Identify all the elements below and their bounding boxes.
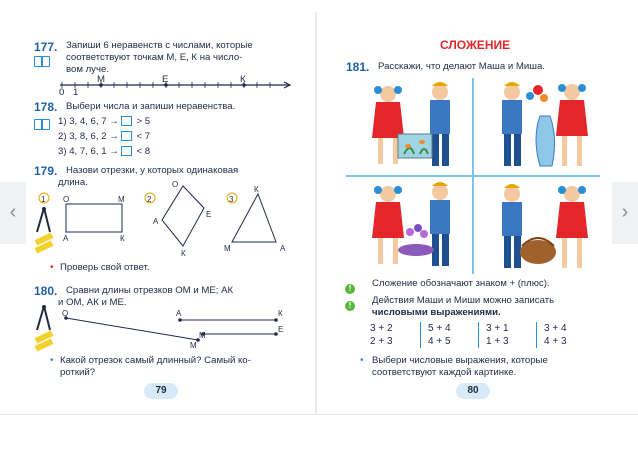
triangle-label-m: М — [224, 244, 231, 253]
ray-label-m: М — [97, 74, 105, 85]
rect-label-a: А — [63, 234, 69, 243]
previous-page-button[interactable] — [0, 182, 26, 244]
exercise-178-row-1 — [58, 116, 150, 128]
numeric-expressions — [366, 322, 596, 350]
blue-bullet: • — [360, 355, 364, 366]
expression: 4 + 5 — [428, 336, 451, 347]
picture-divider-vertical — [472, 78, 474, 274]
addition-note: Сложение обозначают знаком + (плюс). — [372, 278, 550, 289]
exercise-180-question2: роткий? — [60, 367, 96, 378]
answer-box[interactable] — [121, 116, 132, 126]
illustration-flowers-bouquet — [366, 180, 466, 272]
exercise-178-row-3 — [58, 146, 150, 158]
check-answer-text: Проверь свой ответ. — [60, 262, 150, 273]
rhombus-label-e: Е — [206, 210, 212, 219]
ray-tick-0: 0 — [59, 87, 65, 98]
page-divider — [315, 12, 317, 414]
ray-label-k: К — [240, 74, 246, 85]
segment-label-o: О — [62, 309, 69, 318]
separator — [420, 322, 421, 348]
illustration-fish-aquarium — [366, 80, 466, 172]
expression: 4 + 3 — [544, 336, 567, 347]
expression: 2 + 3 — [370, 336, 393, 347]
rhombus-label-k: К — [181, 249, 186, 258]
exercise-177-line1: Запиши 6 неравенств с числами, которые — [66, 40, 253, 51]
next-page-button[interactable] — [612, 182, 638, 244]
exercise-180-question1: Какой отрезок самый длинный? Самый ко- — [60, 355, 251, 366]
rhombus-label-a: А — [153, 217, 159, 226]
page-title: СЛОЖЕНИЕ — [440, 38, 511, 52]
expression-group-3 — [482, 322, 509, 348]
task-line2: соответствуют каждой картинке. — [372, 367, 517, 378]
exercise-181-number: 181. — [346, 60, 370, 74]
expression-group-2 — [424, 322, 451, 348]
rect-label-m: М — [118, 195, 125, 204]
exercise-179-number: 179. — [34, 164, 58, 178]
segment-label-a: А — [176, 309, 182, 318]
book-icon — [34, 119, 50, 130]
exercise-178-number: 178. — [34, 100, 58, 114]
expression: 1 + 3 — [486, 336, 509, 347]
compass-ruler-icon — [34, 304, 54, 352]
expression-group-1 — [366, 322, 393, 348]
row-1-relation: > 5 — [136, 116, 151, 127]
expression-group-4 — [540, 322, 567, 348]
exercise-178-title: Выбери числа и запиши неравенства. — [66, 101, 236, 112]
exercise-177-line2: соответствуют точкам М, Е, К на число- — [66, 52, 243, 63]
exercise-181-title: Расскажи, что делают Маша и Миша. — [378, 61, 545, 72]
figure-2-number: 2 — [147, 195, 152, 204]
red-bullet: • — [50, 262, 54, 273]
separator — [478, 322, 479, 348]
triangle-label-a: А — [280, 244, 286, 253]
number-ray — [56, 74, 296, 98]
rect-label-o: О — [63, 195, 70, 204]
segment-label-k: К — [278, 309, 283, 318]
exclamation-icon: ! — [345, 295, 355, 313]
exercise-178-row-2 — [58, 131, 150, 143]
exercise-179-line1: Назови отрезки, у которых одинаковая — [66, 165, 239, 176]
answer-box[interactable] — [121, 146, 132, 156]
row-2-relation: < 7 — [136, 131, 151, 142]
chevron-left-icon: ‹ — [9, 201, 17, 223]
segment-label-e: Е — [278, 325, 284, 334]
exclamation-icon: ! — [345, 278, 355, 296]
exercise-179-line2: длина. — [58, 177, 88, 188]
illustration-flowers-vase — [492, 78, 592, 172]
book-icon — [34, 56, 50, 67]
page-number-left: 79 — [144, 383, 178, 399]
expression: 3 + 2 — [370, 323, 393, 334]
exercise-180-line1: Сравни длины отрезков ОМ и МЕ; АК — [66, 285, 234, 296]
figures-179 — [36, 182, 306, 262]
exercise-177-number: 177. — [34, 40, 58, 54]
ray-tick-1: 1 — [73, 87, 79, 98]
chevron-right-icon: › — [621, 201, 629, 223]
row-3-numbers: 3) 4, 7, 6, 1 → — [58, 146, 119, 157]
expression: 5 + 4 — [428, 323, 451, 334]
ray-label-e: Е — [162, 74, 169, 85]
figure-1-number: 1 — [41, 195, 46, 204]
exercise-177-line3: вом луче. — [66, 64, 109, 75]
exercise-180-number: 180. — [34, 284, 58, 298]
answer-box[interactable] — [121, 131, 132, 141]
page-number-right: 80 — [456, 383, 490, 399]
task-line1: Выбери числовые выражения, которые — [372, 355, 548, 366]
segment-label-m1: М — [199, 331, 206, 340]
blue-bullet: • — [50, 355, 54, 366]
expressions-note-line1: Действия Маши и Миши можно записать — [372, 295, 555, 306]
expressions-note-line2: числовыми выражениями. — [372, 307, 501, 318]
expression: 3 + 4 — [544, 323, 567, 334]
row-3-relation: < 8 — [136, 146, 151, 157]
triangle-label-k: К — [254, 185, 259, 194]
illustration-basket — [492, 180, 592, 272]
figure-3-number: 3 — [229, 195, 234, 204]
row-2-numbers: 2) 3, 8, 6, 2 → — [58, 131, 119, 142]
rhombus-label-o: О — [172, 180, 179, 189]
expression: 3 + 1 — [486, 323, 509, 334]
bottom-divider — [0, 414, 638, 415]
separator — [536, 322, 537, 348]
exercise-180-line2: и ОМ, АК и МЕ. — [58, 297, 127, 308]
rect-label-k: К — [120, 234, 125, 243]
segment-label-m2: М — [190, 341, 197, 350]
row-1-numbers: 1) 3, 4, 6, 7 → — [58, 116, 119, 127]
